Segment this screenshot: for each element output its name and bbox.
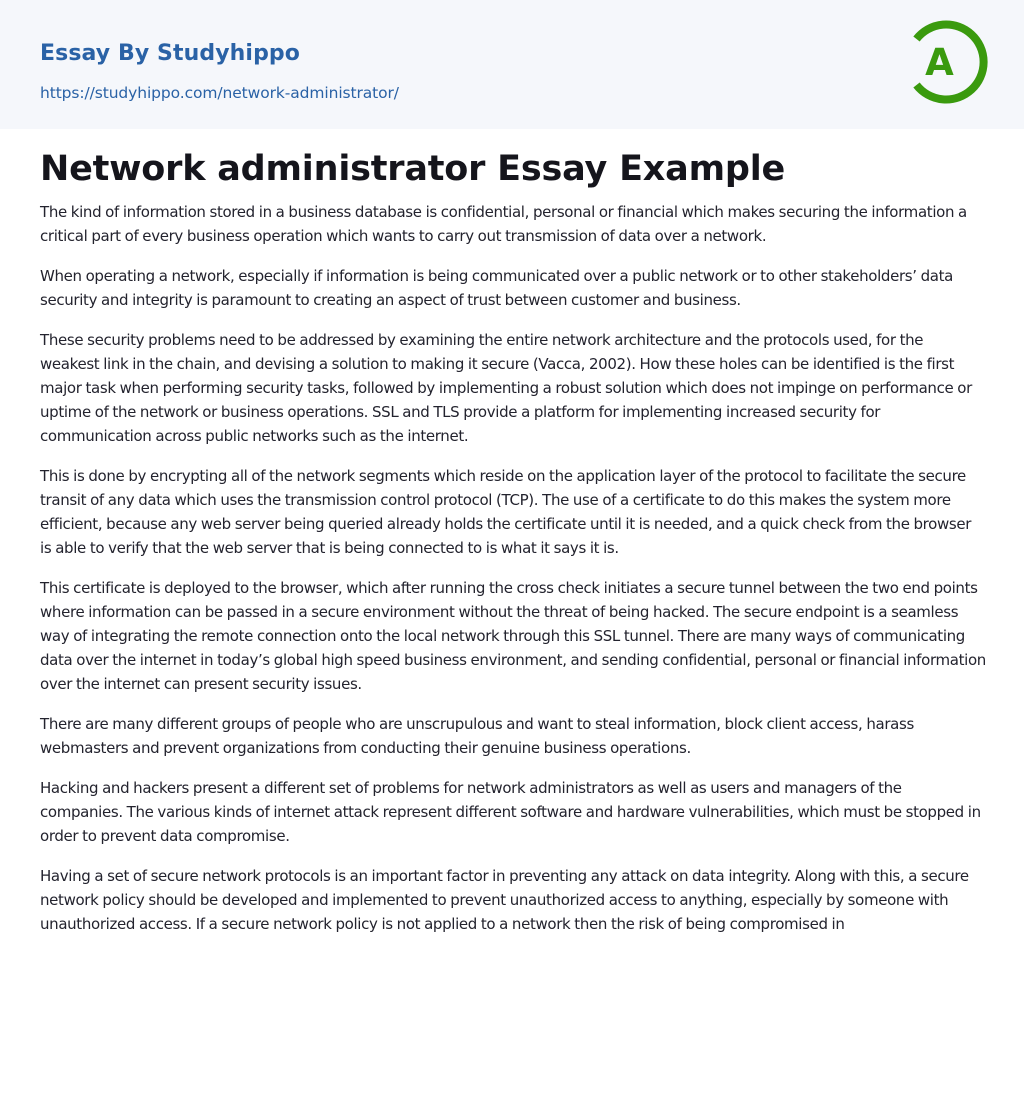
essay-paragraph: Hacking and hackers present a different set of problems for network administrators as well as users and managers of the companies. The various kinds of internet attack represent different software and hardware vulnerabilities, which must be stopped in order to prevent data compromise. bbox=[40, 779, 981, 845]
essay-content bbox=[0, 148, 1024, 936]
essay-url-link[interactable]: https://studyhippo.com/network-administrator/ bbox=[40, 84, 399, 102]
page-title: Network administrator Essay Example bbox=[40, 149, 786, 189]
brand-title: Essay By Studyhippo bbox=[40, 41, 300, 66]
essay-paragraph: The kind of information stored in a business database is confidential, personal or financial which makes securing the information a critical part of every business operation which wants to carry out transmission of data over a network. bbox=[40, 203, 967, 245]
essay-body bbox=[40, 200, 984, 936]
svg-text:A: A bbox=[925, 41, 954, 84]
essay-paragraph: There are many different groups of people who are unscrupulous and want to steal information, block client access, harass webmasters and prevent organizations from conducting their genuine business operations. bbox=[40, 715, 914, 757]
essay-paragraph: These security problems need to be addressed by examining the entire network architecture and the protocols used, for the weakest link in the chain, and devising a solution to making it secure (Vacca, 2002). How these holes can be identified is the first major task when performing security tasks, followed by implementing a robust solution which does not impinge on performance or uptime of the network or business operations. SSL and TLS provide a platform for implementing increased security for communication across public networks such as the internet. bbox=[40, 331, 972, 445]
essay-paragraph: Having a set of secure network protocols is an important factor in preventing any attack on data integrity. Along with this, a secure network policy should be developed and implemented to prevent unauthorized access to anything, especially by someone with unauthorized access. If a secure network policy is not applied to a network then the risk of being compromised in bbox=[40, 867, 969, 933]
essay-paragraph: This certificate is deployed to the browser, which after running the cross check initiates a secure tunnel between the two end points where information can be passed in a secure environment without the threat of being hacked. The secure endpoint is a seamless way of integrating the remote connection onto the local network through this SSL tunnel. There are many ways of communicating data over the internet in today’s global high speed business environment, and sending confidential, personal or financial information over the internet can present security issues. bbox=[40, 579, 986, 693]
site-header bbox=[0, 0, 1024, 129]
studyhippo-a-logo-icon[interactable] bbox=[908, 18, 988, 106]
essay-paragraph: This is done by encrypting all of the network segments which reside on the application layer of the protocol to facilitate the secure transit of any data which uses the transmission control protocol (TCP). The use of a certificate to do this makes the system more efficient, because any web server being queried already holds the certificate until it is needed, and a quick check from the browser is able to verify that the web server that is being connected to is what it says it is. bbox=[40, 467, 972, 557]
essay-paragraph: When operating a network, especially if information is being communicated over a public network or to other stakeholders’ data security and integrity is paramount to creating an aspect of trust between customer and business. bbox=[40, 267, 953, 309]
